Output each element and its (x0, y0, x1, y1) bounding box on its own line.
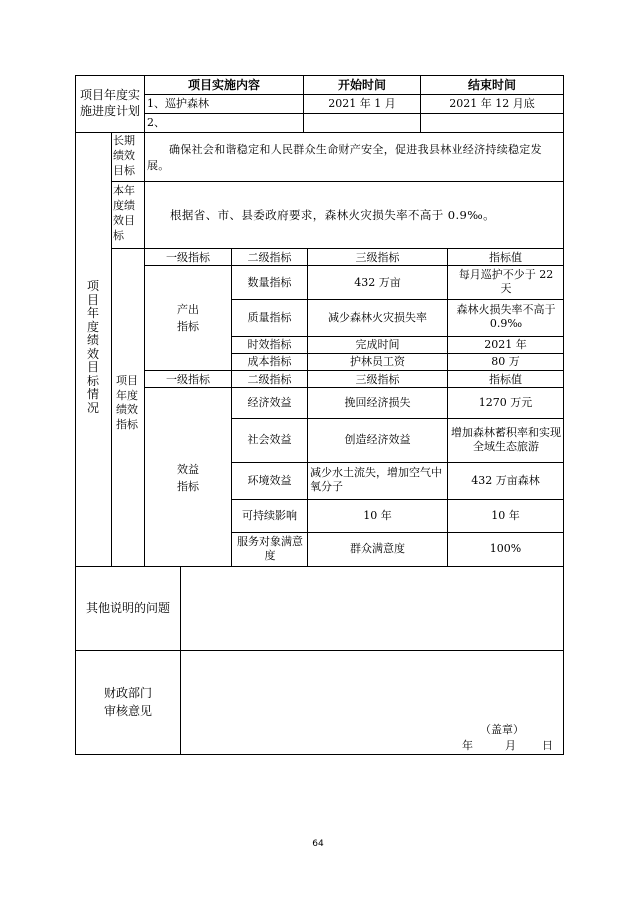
label-char: 目 (113, 164, 124, 177)
output-level1-line1: 产出 (177, 303, 199, 316)
output-level3: 完成时间 (355, 338, 400, 351)
label-char: 绩 (116, 403, 127, 416)
label-char: 况 (86, 400, 99, 415)
label-char: 长 (113, 134, 124, 147)
schedule-row-end: 2021 年 12 月底 (449, 97, 535, 110)
schedule-label-line2: 施进度计划 (79, 104, 140, 118)
output-value: 80 万 (491, 355, 520, 368)
grid-line (144, 387, 564, 388)
grid-line (231, 532, 564, 533)
grid-line (180, 566, 181, 755)
label-char: 目 (86, 360, 99, 374)
label-char: 项 (86, 279, 99, 293)
grid-line (144, 113, 564, 114)
benefit-level2: 经济效益 (247, 396, 292, 409)
finance-label-line2: 审核意见 (103, 704, 152, 718)
table-border-right (563, 75, 564, 755)
long-term-label (113, 133, 135, 178)
grid-line (111, 132, 112, 567)
date-year: 年 (462, 739, 473, 752)
grid-line (144, 132, 145, 567)
label-char: 情 (86, 387, 99, 401)
label-char: 年 (86, 306, 99, 320)
label-char: 期 (124, 134, 135, 147)
grid-line (111, 181, 564, 182)
benefit-level2: 社会效益 (247, 433, 292, 446)
output-level2: 质量指标 (247, 311, 292, 324)
benefit-level2: 可持续影响 (242, 509, 297, 522)
label-char: 效 (127, 403, 138, 416)
performance-section-label (86, 280, 100, 415)
grid-line (144, 370, 564, 371)
header-level3: 三级指标 (355, 251, 400, 264)
annual-label (113, 183, 135, 243)
label-char: 目 (86, 292, 99, 307)
table-border-bottom (75, 754, 564, 755)
indicator-label (116, 374, 138, 432)
grid-line (75, 650, 564, 651)
benefit-level1-line2: 指标 (177, 480, 199, 493)
label-char: 度 (86, 319, 99, 334)
schedule-row-start: 2021 年 1 月 (328, 97, 396, 110)
header-value: 指标值 (489, 373, 522, 386)
header-value: 指标值 (489, 251, 522, 264)
header-level2: 二级指标 (247, 251, 292, 264)
label-char: 指 (116, 417, 127, 431)
output-level3: 护林员工资 (350, 355, 405, 368)
label-char: 标 (124, 164, 135, 177)
header-start: 开始时间 (337, 78, 386, 92)
label-line: 度绩 (113, 199, 135, 212)
benefit-level3: 群众满意度 (350, 542, 405, 555)
long-term-text: 确保社会和谐稳定和人民群众生命财产安全，促进我县林业经济持续稳定发展。 (147, 143, 542, 172)
header-level1: 一级指标 (166, 373, 210, 386)
grid-line (111, 248, 564, 249)
date-month: 月 (505, 739, 516, 752)
grid-line (144, 265, 564, 266)
header-level2: 二级指标 (247, 373, 292, 386)
header-content: 项目实施内容 (187, 78, 260, 92)
grid-line (231, 353, 564, 354)
label-char: 度 (127, 388, 138, 402)
table-border-top (75, 75, 564, 76)
header-level3: 三级指标 (355, 373, 400, 386)
label-line: 本年 (113, 184, 135, 197)
schedule-label-line1: 项目年度实 (79, 88, 140, 102)
grid-line (75, 132, 564, 133)
benefit-value: 增加森林蓄积率和实现全域生态旅游 (451, 426, 561, 453)
benefit-level3: 10 年 (363, 509, 392, 522)
benefit-value: 10 年 (491, 509, 520, 522)
grid-line (231, 336, 564, 337)
grid-line (231, 499, 564, 500)
grid-line (231, 462, 564, 463)
grid-line (75, 566, 564, 567)
other-issues-label: 其他说明的问题 (85, 601, 170, 615)
output-level2: 时效指标 (247, 338, 292, 351)
label-char: 目 (127, 374, 138, 387)
output-value: 每月巡护不少于 22 天 (458, 268, 554, 295)
benefit-level3: 创造经济效益 (344, 433, 411, 446)
benefit-level2: 服务对象满意度 (237, 535, 303, 562)
label-char: 效 (86, 346, 99, 361)
label-char: 项 (116, 374, 127, 387)
output-value: 2021 年 (484, 338, 527, 351)
output-level2: 数量指标 (247, 276, 292, 289)
benefit-level3: 减少水土流失，增加空气中氧分子 (310, 466, 442, 493)
label-char: 绩 (86, 333, 99, 347)
label-char: 效 (124, 149, 135, 162)
output-level3: 减少森林火灾损失率 (328, 311, 427, 324)
date-day: 日 (542, 739, 553, 752)
label-char: 标 (127, 417, 138, 431)
output-level2: 成本指标 (247, 355, 292, 368)
benefit-value: 1270 万元 (478, 396, 533, 409)
page-number: 64 (312, 839, 324, 849)
annual-text: 根据省、市、县委政府要求，森林火灾损失率不高于 0.9‰。 (170, 208, 495, 222)
benefit-level1-line1: 效益 (177, 463, 199, 476)
label-line: 标 (113, 229, 124, 242)
schedule-row-content: 1、巡护森林 (147, 97, 209, 110)
header-level1: 一级指标 (166, 251, 210, 264)
seal-text: （盖章） (480, 723, 524, 736)
benefit-level2: 环境效益 (247, 474, 292, 487)
output-level1-line2: 指标 (177, 320, 199, 333)
grid-line (231, 418, 564, 419)
label-char: 标 (86, 373, 99, 388)
grid-line (231, 299, 564, 300)
header-end: 结束时间 (467, 78, 516, 92)
benefit-value: 100% (489, 542, 522, 555)
benefit-level3: 挽回经济损失 (344, 396, 411, 409)
output-level3: 432 万亩 (354, 276, 401, 289)
table-border-left (75, 75, 76, 755)
grid-line (144, 94, 564, 95)
label-char: 绩 (113, 149, 124, 162)
benefit-value: 432 万亩森林 (471, 474, 540, 487)
finance-label-line1: 财政部门 (103, 686, 152, 700)
schedule-row-content: 2、 (147, 116, 165, 129)
label-line: 效目 (113, 214, 135, 227)
output-value: 森林火损失率不高于 0.9‰ (456, 303, 556, 330)
label-char: 年 (116, 388, 127, 402)
